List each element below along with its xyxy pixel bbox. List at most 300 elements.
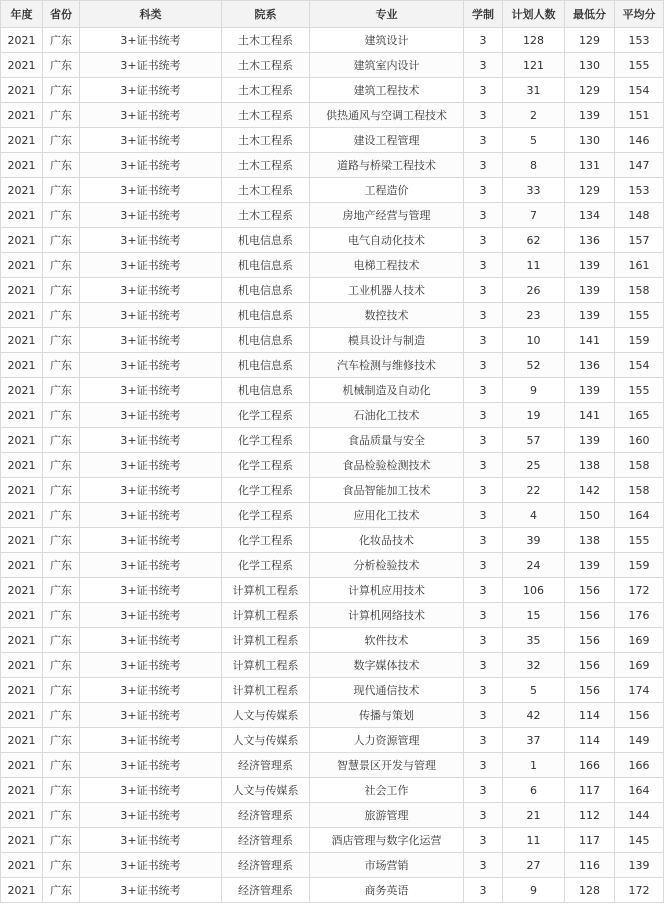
cell-province: 广东 <box>43 353 80 378</box>
cell-duration: 3 <box>464 303 503 328</box>
cell-department: 土木工程系 <box>222 103 310 128</box>
cell-province: 广东 <box>43 528 80 553</box>
cell-province: 广东 <box>43 703 80 728</box>
cell-avg-score: 154 <box>615 78 664 103</box>
cell-major: 商务英语 <box>310 878 464 903</box>
cell-major: 分析检验技术 <box>310 553 464 578</box>
cell-department: 经济管理系 <box>222 828 310 853</box>
cell-department: 土木工程系 <box>222 78 310 103</box>
cell-province: 广东 <box>43 428 80 453</box>
cell-major: 软件技术 <box>310 628 464 653</box>
cell-department: 人文与传媒系 <box>222 778 310 803</box>
cell-province: 广东 <box>43 753 80 778</box>
cell-year: 2021 <box>1 828 43 853</box>
cell-min-score: 139 <box>565 253 615 278</box>
cell-planned-enrollment: 11 <box>503 828 565 853</box>
cell-province: 广东 <box>43 653 80 678</box>
cell-min-score: 139 <box>565 103 615 128</box>
cell-duration: 3 <box>464 478 503 503</box>
cell-min-score: 116 <box>565 853 615 878</box>
cell-major: 计算机应用技术 <box>310 578 464 603</box>
table-row <box>1 878 664 903</box>
cell-min-score: 156 <box>565 653 615 678</box>
cell-avg-score: 155 <box>615 378 664 403</box>
cell-department: 土木工程系 <box>222 53 310 78</box>
cell-category: 3+证书统考 <box>80 578 222 603</box>
cell-min-score: 114 <box>565 728 615 753</box>
cell-major: 数字媒体技术 <box>310 653 464 678</box>
cell-min-score: 138 <box>565 528 615 553</box>
cell-province: 广东 <box>43 828 80 853</box>
cell-avg-score: 153 <box>615 28 664 53</box>
header-category: 科类 <box>80 1 222 28</box>
cell-category: 3+证书统考 <box>80 228 222 253</box>
cell-min-score: 141 <box>565 403 615 428</box>
cell-duration: 3 <box>464 653 503 678</box>
cell-planned-enrollment: 33 <box>503 178 565 203</box>
cell-province: 广东 <box>43 603 80 628</box>
cell-duration: 3 <box>464 428 503 453</box>
cell-category: 3+证书统考 <box>80 678 222 703</box>
cell-major: 机械制造及自动化 <box>310 378 464 403</box>
cell-duration: 3 <box>464 203 503 228</box>
cell-avg-score: 147 <box>615 153 664 178</box>
cell-department: 化学工程系 <box>222 528 310 553</box>
cell-planned-enrollment: 24 <box>503 553 565 578</box>
cell-category: 3+证书统考 <box>80 528 222 553</box>
cell-major: 食品检验检测技术 <box>310 453 464 478</box>
cell-major: 石油化工技术 <box>310 403 464 428</box>
cell-min-score: 166 <box>565 753 615 778</box>
cell-min-score: 117 <box>565 828 615 853</box>
cell-duration: 3 <box>464 128 503 153</box>
cell-planned-enrollment: 25 <box>503 453 565 478</box>
cell-duration: 3 <box>464 878 503 903</box>
cell-department: 土木工程系 <box>222 153 310 178</box>
cell-department: 土木工程系 <box>222 203 310 228</box>
cell-min-score: 129 <box>565 78 615 103</box>
cell-department: 土木工程系 <box>222 28 310 53</box>
table-row <box>1 303 664 328</box>
cell-duration: 3 <box>464 628 503 653</box>
cell-year: 2021 <box>1 503 43 528</box>
cell-year: 2021 <box>1 453 43 478</box>
cell-year: 2021 <box>1 603 43 628</box>
cell-avg-score: 164 <box>615 503 664 528</box>
table-row <box>1 328 664 353</box>
cell-department: 化学工程系 <box>222 403 310 428</box>
cell-min-score: 129 <box>565 28 615 53</box>
table-row <box>1 453 664 478</box>
cell-avg-score: 161 <box>615 253 664 278</box>
cell-min-score: 129 <box>565 178 615 203</box>
cell-planned-enrollment: 121 <box>503 53 565 78</box>
table-row <box>1 753 664 778</box>
cell-major: 现代通信技术 <box>310 678 464 703</box>
cell-category: 3+证书统考 <box>80 278 222 303</box>
table-row <box>1 778 664 803</box>
cell-department: 机电信息系 <box>222 378 310 403</box>
cell-major: 建筑设计 <box>310 28 464 53</box>
cell-year: 2021 <box>1 228 43 253</box>
cell-avg-score: 158 <box>615 453 664 478</box>
cell-min-score: 134 <box>565 203 615 228</box>
cell-min-score: 139 <box>565 553 615 578</box>
cell-province: 广东 <box>43 728 80 753</box>
cell-avg-score: 158 <box>615 478 664 503</box>
cell-category: 3+证书统考 <box>80 328 222 353</box>
cell-avg-score: 154 <box>615 353 664 378</box>
table-row <box>1 553 664 578</box>
cell-province: 广东 <box>43 853 80 878</box>
cell-department: 经济管理系 <box>222 878 310 903</box>
cell-category: 3+证书统考 <box>80 53 222 78</box>
cell-avg-score: 165 <box>615 403 664 428</box>
cell-category: 3+证书统考 <box>80 353 222 378</box>
cell-duration: 3 <box>464 103 503 128</box>
table-row <box>1 353 664 378</box>
cell-major: 建筑室内设计 <box>310 53 464 78</box>
cell-major: 传播与策划 <box>310 703 464 728</box>
cell-category: 3+证书统考 <box>80 403 222 428</box>
cell-major: 汽车检测与维修技术 <box>310 353 464 378</box>
cell-category: 3+证书统考 <box>80 503 222 528</box>
cell-planned-enrollment: 19 <box>503 403 565 428</box>
cell-category: 3+证书统考 <box>80 178 222 203</box>
cell-min-score: 156 <box>565 628 615 653</box>
cell-min-score: 114 <box>565 703 615 728</box>
cell-planned-enrollment: 11 <box>503 253 565 278</box>
cell-avg-score: 151 <box>615 103 664 128</box>
cell-min-score: 156 <box>565 578 615 603</box>
cell-year: 2021 <box>1 303 43 328</box>
cell-planned-enrollment: 4 <box>503 503 565 528</box>
cell-province: 广东 <box>43 378 80 403</box>
cell-duration: 3 <box>464 778 503 803</box>
cell-duration: 3 <box>464 603 503 628</box>
cell-duration: 3 <box>464 28 503 53</box>
cell-planned-enrollment: 62 <box>503 228 565 253</box>
table-row <box>1 653 664 678</box>
header-avg-score: 平均分 <box>615 1 664 28</box>
cell-category: 3+证书统考 <box>80 78 222 103</box>
cell-category: 3+证书统考 <box>80 628 222 653</box>
cell-duration: 3 <box>464 528 503 553</box>
cell-planned-enrollment: 5 <box>503 128 565 153</box>
cell-planned-enrollment: 8 <box>503 153 565 178</box>
table-row <box>1 528 664 553</box>
cell-major: 建筑工程技术 <box>310 78 464 103</box>
cell-duration: 3 <box>464 228 503 253</box>
cell-year: 2021 <box>1 728 43 753</box>
cell-major: 酒店管理与数字化运营 <box>310 828 464 853</box>
cell-duration: 3 <box>464 53 503 78</box>
header-duration: 学制 <box>464 1 503 28</box>
cell-year: 2021 <box>1 803 43 828</box>
cell-year: 2021 <box>1 753 43 778</box>
table-body <box>1 28 664 903</box>
table-row <box>1 678 664 703</box>
cell-min-score: 136 <box>565 228 615 253</box>
table-row <box>1 28 664 53</box>
cell-major: 工程造价 <box>310 178 464 203</box>
cell-category: 3+证书统考 <box>80 478 222 503</box>
cell-year: 2021 <box>1 778 43 803</box>
cell-category: 3+证书统考 <box>80 453 222 478</box>
cell-planned-enrollment: 27 <box>503 853 565 878</box>
cell-year: 2021 <box>1 378 43 403</box>
cell-department: 人文与传媒系 <box>222 728 310 753</box>
cell-department: 计算机工程系 <box>222 653 310 678</box>
cell-major: 工业机器人技术 <box>310 278 464 303</box>
cell-category: 3+证书统考 <box>80 703 222 728</box>
cell-department: 化学工程系 <box>222 453 310 478</box>
cell-department: 机电信息系 <box>222 253 310 278</box>
cell-min-score: 130 <box>565 128 615 153</box>
table-row <box>1 603 664 628</box>
cell-year: 2021 <box>1 328 43 353</box>
cell-duration: 3 <box>464 278 503 303</box>
cell-min-score: 138 <box>565 453 615 478</box>
cell-avg-score: 156 <box>615 703 664 728</box>
header-department: 院系 <box>222 1 310 28</box>
cell-year: 2021 <box>1 28 43 53</box>
cell-avg-score: 155 <box>615 53 664 78</box>
cell-year: 2021 <box>1 203 43 228</box>
cell-avg-score: 166 <box>615 753 664 778</box>
cell-category: 3+证书统考 <box>80 253 222 278</box>
cell-category: 3+证书统考 <box>80 428 222 453</box>
cell-duration: 3 <box>464 753 503 778</box>
cell-category: 3+证书统考 <box>80 878 222 903</box>
cell-duration: 3 <box>464 153 503 178</box>
cell-avg-score: 148 <box>615 203 664 228</box>
cell-duration: 3 <box>464 378 503 403</box>
cell-province: 广东 <box>43 178 80 203</box>
cell-department: 化学工程系 <box>222 428 310 453</box>
cell-planned-enrollment: 37 <box>503 728 565 753</box>
cell-province: 广东 <box>43 103 80 128</box>
cell-major: 市场营销 <box>310 853 464 878</box>
table-header-row <box>1 1 664 28</box>
cell-major: 智慧景区开发与管理 <box>310 753 464 778</box>
cell-department: 计算机工程系 <box>222 578 310 603</box>
header-min-score: 最低分 <box>565 1 615 28</box>
cell-province: 广东 <box>43 403 80 428</box>
cell-avg-score: 174 <box>615 678 664 703</box>
cell-category: 3+证书统考 <box>80 853 222 878</box>
table-row <box>1 803 664 828</box>
cell-major: 电气自动化技术 <box>310 228 464 253</box>
cell-category: 3+证书统考 <box>80 103 222 128</box>
table-row <box>1 378 664 403</box>
cell-duration: 3 <box>464 178 503 203</box>
cell-min-score: 142 <box>565 478 615 503</box>
cell-major: 电梯工程技术 <box>310 253 464 278</box>
cell-department: 机电信息系 <box>222 303 310 328</box>
cell-planned-enrollment: 26 <box>503 278 565 303</box>
cell-category: 3+证书统考 <box>80 603 222 628</box>
cell-category: 3+证书统考 <box>80 728 222 753</box>
cell-duration: 3 <box>464 678 503 703</box>
cell-category: 3+证书统考 <box>80 128 222 153</box>
table-row <box>1 253 664 278</box>
cell-duration: 3 <box>464 853 503 878</box>
cell-duration: 3 <box>464 703 503 728</box>
cell-category: 3+证书统考 <box>80 753 222 778</box>
cell-province: 广东 <box>43 678 80 703</box>
cell-min-score: 136 <box>565 353 615 378</box>
cell-avg-score: 157 <box>615 228 664 253</box>
cell-planned-enrollment: 5 <box>503 678 565 703</box>
cell-avg-score: 153 <box>615 178 664 203</box>
cell-year: 2021 <box>1 253 43 278</box>
table-row <box>1 628 664 653</box>
cell-min-score: 139 <box>565 428 615 453</box>
cell-major: 房地产经营与管理 <box>310 203 464 228</box>
cell-department: 计算机工程系 <box>222 678 310 703</box>
cell-min-score: 139 <box>565 378 615 403</box>
cell-major: 道路与桥梁工程技术 <box>310 153 464 178</box>
cell-planned-enrollment: 39 <box>503 528 565 553</box>
cell-duration: 3 <box>464 578 503 603</box>
cell-avg-score: 164 <box>615 778 664 803</box>
cell-avg-score: 160 <box>615 428 664 453</box>
cell-avg-score: 169 <box>615 653 664 678</box>
table-row <box>1 703 664 728</box>
cell-planned-enrollment: 21 <box>503 803 565 828</box>
header-province: 省份 <box>43 1 80 28</box>
cell-duration: 3 <box>464 403 503 428</box>
cell-avg-score: 145 <box>615 828 664 853</box>
cell-department: 化学工程系 <box>222 503 310 528</box>
cell-major: 社会工作 <box>310 778 464 803</box>
cell-province: 广东 <box>43 253 80 278</box>
cell-avg-score: 149 <box>615 728 664 753</box>
cell-min-score: 128 <box>565 878 615 903</box>
header-planned-enrollment: 计划人数 <box>503 1 565 28</box>
cell-year: 2021 <box>1 53 43 78</box>
cell-department: 计算机工程系 <box>222 628 310 653</box>
cell-year: 2021 <box>1 153 43 178</box>
cell-avg-score: 159 <box>615 553 664 578</box>
cell-avg-score: 155 <box>615 528 664 553</box>
cell-province: 广东 <box>43 778 80 803</box>
cell-major: 数控技术 <box>310 303 464 328</box>
table-row <box>1 403 664 428</box>
cell-planned-enrollment: 23 <box>503 303 565 328</box>
cell-planned-enrollment: 7 <box>503 203 565 228</box>
cell-department: 计算机工程系 <box>222 603 310 628</box>
cell-year: 2021 <box>1 703 43 728</box>
cell-planned-enrollment: 42 <box>503 703 565 728</box>
cell-province: 广东 <box>43 553 80 578</box>
cell-department: 机电信息系 <box>222 353 310 378</box>
cell-min-score: 156 <box>565 603 615 628</box>
cell-avg-score: 146 <box>615 128 664 153</box>
cell-year: 2021 <box>1 103 43 128</box>
cell-avg-score: 176 <box>615 603 664 628</box>
cell-year: 2021 <box>1 278 43 303</box>
cell-category: 3+证书统考 <box>80 653 222 678</box>
cell-year: 2021 <box>1 678 43 703</box>
cell-major: 供热通风与空调工程技术 <box>310 103 464 128</box>
cell-year: 2021 <box>1 403 43 428</box>
cell-year: 2021 <box>1 653 43 678</box>
cell-province: 广东 <box>43 878 80 903</box>
cell-avg-score: 158 <box>615 278 664 303</box>
cell-department: 机电信息系 <box>222 278 310 303</box>
cell-duration: 3 <box>464 828 503 853</box>
cell-province: 广东 <box>43 203 80 228</box>
cell-category: 3+证书统考 <box>80 828 222 853</box>
table-row <box>1 228 664 253</box>
cell-duration: 3 <box>464 253 503 278</box>
cell-department: 机电信息系 <box>222 228 310 253</box>
table-row <box>1 428 664 453</box>
cell-planned-enrollment: 9 <box>503 878 565 903</box>
cell-province: 广东 <box>43 153 80 178</box>
cell-min-score: 130 <box>565 53 615 78</box>
cell-duration: 3 <box>464 453 503 478</box>
cell-province: 广东 <box>43 78 80 103</box>
cell-min-score: 112 <box>565 803 615 828</box>
cell-major: 人力资源管理 <box>310 728 464 753</box>
cell-province: 广东 <box>43 453 80 478</box>
cell-avg-score: 159 <box>615 328 664 353</box>
cell-department: 经济管理系 <box>222 803 310 828</box>
cell-avg-score: 172 <box>615 578 664 603</box>
cell-category: 3+证书统考 <box>80 153 222 178</box>
cell-year: 2021 <box>1 528 43 553</box>
cell-planned-enrollment: 57 <box>503 428 565 453</box>
cell-category: 3+证书统考 <box>80 28 222 53</box>
cell-province: 广东 <box>43 578 80 603</box>
cell-year: 2021 <box>1 578 43 603</box>
cell-year: 2021 <box>1 78 43 103</box>
cell-min-score: 156 <box>565 678 615 703</box>
cell-major: 建设工程管理 <box>310 128 464 153</box>
cell-duration: 3 <box>464 353 503 378</box>
cell-year: 2021 <box>1 428 43 453</box>
cell-major: 计算机网络技术 <box>310 603 464 628</box>
cell-planned-enrollment: 35 <box>503 628 565 653</box>
cell-major: 旅游管理 <box>310 803 464 828</box>
cell-year: 2021 <box>1 628 43 653</box>
table-row <box>1 153 664 178</box>
cell-planned-enrollment: 106 <box>503 578 565 603</box>
cell-duration: 3 <box>464 328 503 353</box>
cell-min-score: 117 <box>565 778 615 803</box>
cell-department: 经济管理系 <box>222 853 310 878</box>
table-row <box>1 103 664 128</box>
cell-avg-score: 155 <box>615 303 664 328</box>
table-row <box>1 128 664 153</box>
table-row <box>1 828 664 853</box>
cell-department: 化学工程系 <box>222 478 310 503</box>
cell-duration: 3 <box>464 728 503 753</box>
cell-year: 2021 <box>1 128 43 153</box>
cell-department: 经济管理系 <box>222 753 310 778</box>
cell-avg-score: 139 <box>615 853 664 878</box>
table-row <box>1 478 664 503</box>
cell-planned-enrollment: 22 <box>503 478 565 503</box>
cell-major: 食品质量与安全 <box>310 428 464 453</box>
cell-province: 广东 <box>43 128 80 153</box>
cell-department: 土木工程系 <box>222 178 310 203</box>
cell-planned-enrollment: 52 <box>503 353 565 378</box>
cell-province: 广东 <box>43 303 80 328</box>
